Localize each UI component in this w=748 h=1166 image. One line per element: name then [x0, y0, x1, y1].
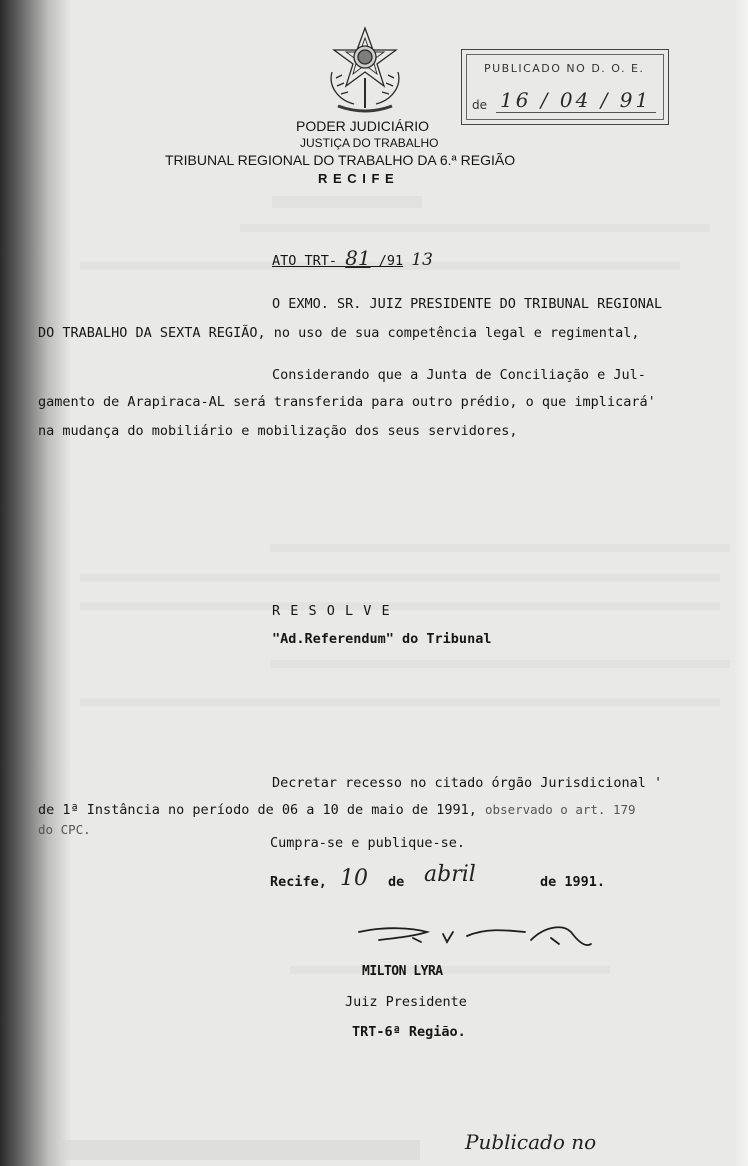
decree-line-1: Decretar recesso no citado órgão Jurisdicional '	[272, 775, 663, 791]
signatory-title: Juiz Presidente	[345, 994, 467, 1010]
resolve-subtitle: "Ad.Referendum" do Tribunal	[272, 631, 492, 647]
act-tail-handwritten: 13	[411, 250, 433, 270]
closing-publish: Cumpra-se e publique-se.	[270, 835, 466, 851]
resolve-heading: R E S O L V E	[272, 603, 391, 619]
act-number	[272, 246, 433, 270]
footer-show-through	[60, 1140, 420, 1160]
act-suffix: /91	[370, 253, 404, 269]
signature-image	[355, 918, 595, 956]
publication-stamp	[461, 49, 669, 125]
header-recife: R E C I F E	[318, 171, 395, 186]
considering-line-3: na mudança do mobiliário e mobilização dos seus servidores,	[38, 423, 518, 439]
signatory-name: MILTON LYRA	[362, 964, 443, 979]
closing-place: Recife,	[270, 874, 327, 890]
closing-month-handwritten: abril	[424, 862, 476, 887]
header-tribunal: TRIBUNAL REGIONAL DO TRABALHO DA 6.ª REGIÃO	[165, 152, 516, 168]
act-number-handwritten: 81	[345, 246, 371, 270]
footer-handwritten-note: Publicado no	[465, 1130, 597, 1154]
scan-binding-shadow	[0, 0, 70, 1166]
preamble-line-1: O EXMO. SR. JUIZ PRESIDENTE DO TRIBUNAL REGIONAL	[272, 296, 663, 312]
decree-line-3: do CPC.	[38, 822, 91, 837]
considering-line-2: gamento de Arapiraca-AL será transferida para outro prédio, o que implicará'	[38, 394, 656, 410]
decree-line-2	[38, 802, 636, 818]
header-poder-judiciario: PODER JUDICIÁRIO	[296, 118, 430, 134]
scan-page-edge	[734, 0, 748, 1166]
closing-de: de	[388, 874, 405, 890]
signatory-court: TRT-6ª Região.	[352, 1024, 466, 1040]
considering-line-1: Considerando que a Junta de Conciliação e Jul-	[272, 367, 646, 383]
closing-day-handwritten: 10	[340, 866, 368, 891]
stamp-date: 16 / 04 / 91	[500, 88, 652, 112]
preamble-line-2: DO TRABALHO DA SEXTA REGIÃO, no uso de sua competência legal e regimental,	[38, 325, 640, 341]
decree-line-2-main: de 1ª Instância no período de 06 a 10 de maio de 1991,	[38, 802, 486, 818]
act-prefix: ATO TRT-	[272, 253, 346, 269]
decree-line-2-typed: observado o art. 179	[485, 802, 636, 817]
stamp-title: PUBLICADO NO D. O. E.	[484, 62, 645, 75]
brasao-republica-icon	[324, 24, 406, 116]
closing-year: de 1991.	[540, 874, 606, 890]
header-justica: JUSTIÇA DO TRABALHO	[300, 136, 439, 150]
stamp-de-label: de	[472, 98, 487, 112]
